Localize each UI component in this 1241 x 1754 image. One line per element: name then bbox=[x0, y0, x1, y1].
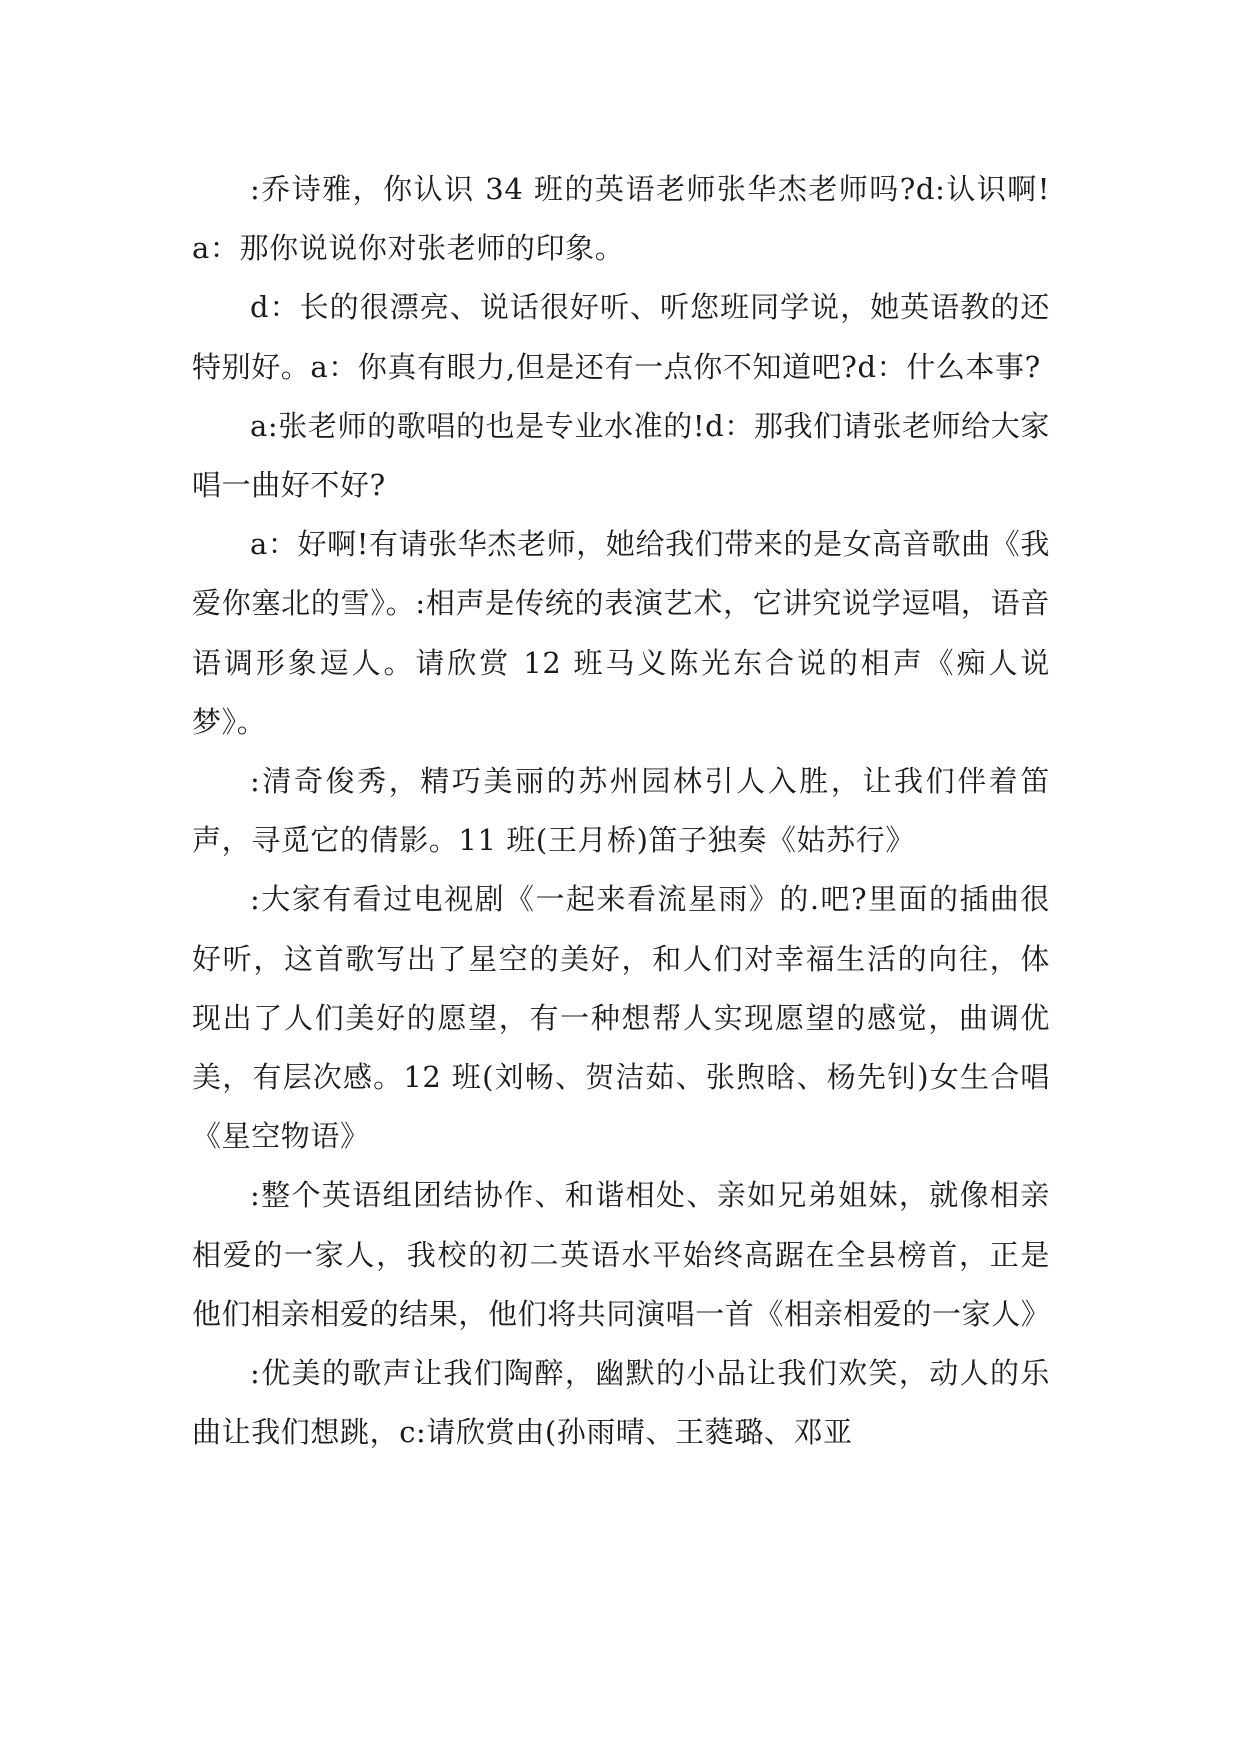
paragraph-2: d：长的很漂亮、说话很好听、听您班同学说，她英语教的还特别好。a：你真有眼力,但是还有一点你不知道吧?d：什么本事? bbox=[192, 290, 1050, 384]
paragraph-4: a：好啊!有请张华杰老师，她给我们带来的是女高音歌曲《我爱你塞北的雪》。:相声是传统的表演艺术，它讲究说学逗唱，语音语调形象逗人。请欣赏 12 班马义陈光东合说的相声《痴人说梦》。 bbox=[192, 527, 1050, 739]
paragraph-3: a:张老师的歌唱的也是专业水准的!d：那我们请张老师给大家唱一曲好不好? bbox=[192, 408, 1050, 503]
document-body bbox=[192, 160, 1050, 1462]
paragraph-7: :整个英语组团结协作、和谐相处、亲如兄弟姐妹，就像相亲相爱的一家人，我校的初二英语水平始终高踞在全县榜首，正是他们相亲相爱的结果，他们将共同演唱一首《相亲相爱的一家人》 bbox=[192, 1178, 1051, 1331]
paragraph-8: :优美的歌声让我们陶醉，幽默的小品让我们欢笑，动人的乐曲让我们想跳，c:请欣赏由(孙雨晴、王蕤璐、邓亚 bbox=[192, 1356, 1050, 1450]
paragraph-6: :大家有看过电视剧《一起来看流星雨》的.吧?里面的插曲很好听，这首歌写出了星空的美好，和人们对幸福生活的向往，体现出了人们美好的愿望，有一种想帮人实现愿望的感觉，曲调优美，有层次感。12 班(刘畅、贺洁茹、张煦晗、杨先钊)女生合唱《星空物语》 bbox=[192, 882, 1050, 1154]
paragraph-1: :乔诗雅，你认识 34 班的英语老师张华杰老师吗?d:认识啊! a：那你说说你对张老师的印象。 bbox=[192, 172, 1050, 266]
paragraph-5: :清奇俊秀，精巧美丽的苏州园林引人入胜，让我们伴着笛声，寻觅它的倩影。11 班(王月桥)笛子独奏《姑苏行》 bbox=[192, 764, 1050, 858]
